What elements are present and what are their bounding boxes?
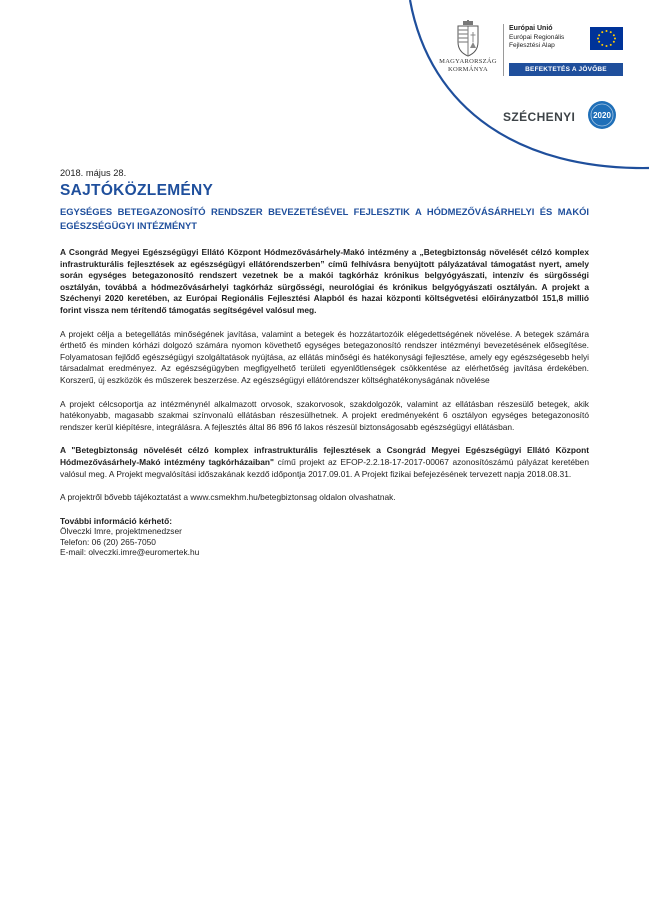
contact-name: Ölveczki Imre, projektmenedzser <box>60 526 182 537</box>
gov-logo-line-2: KORMÁNYA <box>448 65 488 73</box>
logo-divider <box>503 24 504 76</box>
contact-heading: További információ kérhető: <box>60 515 172 526</box>
eu-funding-logo <box>509 25 607 73</box>
release-date: 2018. május 28. <box>60 168 127 178</box>
szechenyi-year: 2020 <box>593 111 611 120</box>
contact-block <box>60 516 589 558</box>
contact-email: E-mail: olveczki.imre@euromertek.hu <box>60 547 200 558</box>
eu-line-2: Európai Regionális <box>509 33 565 41</box>
eu-line-1: Európai Unió <box>509 25 553 32</box>
lead-paragraph: A Csongrád Megyei Egészségügyi Ellátó Központ Hódmezővásárhely-Makó intézmény a „Betegbiztonság növelését célzó komplex infrastrukturális fejlesztések az egészségügyi ellátórendszerben” című felhívásra benyújtott pályázatával támogatást nyert, amely során egységes betegazonosító rendszert vezetnek be a makói tagkórház krónikus belgyógyászati, intenzív és sürgősségi osztályán, továbbá a hódmezővásárhelyi tagkórház sürgősségi, neurológiai és krónikus belgyógyászati osztályán. A projekt a Széchenyi 2020 keretében, az Európai Regionális Fejlesztési Alapból és hazai központi költségvetési előirányzatból 151,8 millió forint vissza nem térítendő támogatás segítségével valósul meg. <box>60 247 589 315</box>
project-title-bold: A "Betegbiztonság növelését célzó komplex infrastrukturális fejlesztések a Csongrád Megyei Egészségügyi Ellátó Központ Hódmezővásárhely-Makó intézmény tagkórházaiban" <box>60 445 589 467</box>
eu-investment-banner: BEFEKTETÉS A JÖVŐBE <box>509 63 623 76</box>
eu-flag-icon <box>590 27 623 50</box>
press-release-body <box>60 168 589 558</box>
gov-logo-line-1: MAGYARORSZÁG <box>439 58 497 65</box>
contact-phone: Telefon: 06 (20) 265-7050 <box>60 536 156 547</box>
paragraph-more-info: A projektről bővebb tájékoztatást a www.csmekhm.hu/betegbiztonsag oldalon olvashatnak. <box>60 492 396 503</box>
hungarian-government-logo <box>436 20 500 73</box>
document-title: SAJTÓKÖZLEMÉNY <box>60 182 214 199</box>
paragraph-goals: A projekt célja a betegellátás minőségének javítása, valamint a betegek és hozzátartozóik elégedettségének növelése. A betegek számára érthető és minden kórházi dolgozó számára nyomon követhető egységes betegazonosító rendszer intézményi bevezetésének elősegítése. Folyamatosan fejlődő egészségügyi szolgáltatások nyújtása, az ellátás minőségi és hatékonysági fejlesztése, amely egy egészségesebb helyi társadalmat eredményez. Az egészségügyben megfigyelhető területi egyenlőtlenségek csökkentése az elérhetőség javítása érdekében. Korszerű, új eszközök és műszerek beszerzése. Az egészségügyi ellátórendszer költséghatékonyságának növelése <box>60 328 589 385</box>
paragraph-target-group: A projekt célcsoportja az intézménynél alkalmazott orvosok, szakorvosok, szakdolgozók, valamint az ellátásban részesülő betegek, akik hatékonyabb, magasabb szakmai színvonalú ellátásban részesülhetnek. A projekt eredményeként 6 osztályon egységes betegazonosító rendszer kerül kiépítésre, integrálásra. A fejlesztés által 86 896 fő lakos részesül biztonságosabb egészségügyi ellátásban. <box>60 398 589 432</box>
coat-of-arms-icon <box>455 20 481 58</box>
project-details-text: című projekt az EFOP-2.2.18-17-2017-00067 azonosítószámú pályázat keretében valósul meg. A Projekt megvalósítási időszakának kezdő időpontja 2017.09.01. A Projekt fizikai befejezésének tervezett napja 2018.08.31. <box>60 456 589 479</box>
eu-line-3: Fejlesztési Alap <box>509 42 555 49</box>
szechenyi-label: SZÉCHENYI <box>503 110 576 124</box>
szechenyi-2020-badge <box>587 100 617 130</box>
paragraph-project-details <box>60 445 589 480</box>
document-subtitle: EGYSÉGES BETEGAZONOSÍTÓ RENDSZER BEVEZETÉSÉVEL FEJLESZTIK A HÓDMEZŐVÁSÁRHELYI ÉS MAKÓI EGÉSZSÉGÜGYI INTÉZMÉNYT <box>60 206 589 231</box>
